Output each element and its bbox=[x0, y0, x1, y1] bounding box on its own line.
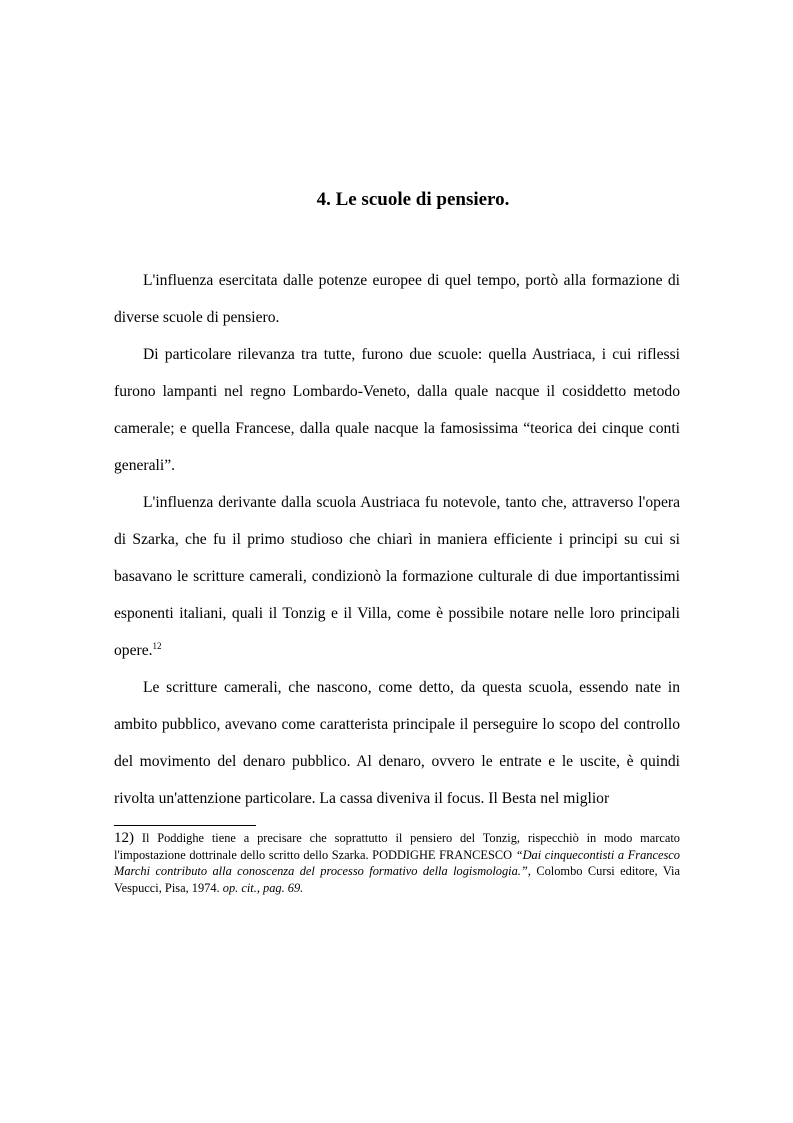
paragraph-1: L'influenza esercitata dalle potenze europee di quel tempo, portò alla formazione di diverse scuole di pensiero. bbox=[114, 272, 680, 326]
footnote-title: “Dai cinquecontisti a Francesco Marchi contributo alla conoscenza del processo formativo della logismologia.”, bbox=[114, 847, 680, 878]
footnote-reference[interactable]: 12 bbox=[152, 641, 162, 651]
paragraph-3 bbox=[114, 484, 680, 669]
section-title: 4. Le scuole di pensiero. bbox=[316, 189, 510, 210]
body-text bbox=[114, 262, 680, 817]
paragraph-3-text: L'influenza derivante dalla scuola Austriaca fu notevole, tanto che, attraverso l'opera di Szarka, che fu il primo studioso che chiarì in maniera efficiente i principi su cui si basavano le scritture camerali, condizionò la formazione culturale di due importantissimi esponenti italiani, quali il Tonzig e il Villa, come è possibile notare nelle loro principali opere. bbox=[114, 494, 680, 659]
footnote-text-2: Colombo Cursi editore, Via Vespucci, Pisa, 1974. bbox=[114, 864, 680, 895]
footnote bbox=[114, 830, 680, 896]
footnote-text-1: Il Poddighe tiene a precisare che soprattutto il pensiero del Tonzig, rispecchiò in modo marcato l'impostazione dottrinale dello scritto dello Szarka. PODDIGHE FRANCESCO bbox=[114, 831, 680, 862]
paragraph-2: Di particolare rilevanza tra tutte, furono due scuole: quella Austriaca, i cui riflessi furono lampanti nel regno Lombardo-Veneto, dalla quale nacque il cosiddetto metodo camerale; e quella Francese, dalla quale nacque la famosissima “teorica dei cinque conti generali”. bbox=[114, 346, 680, 474]
footnote-separator bbox=[114, 825, 256, 826]
paragraph-4: Le scritture camerali, che nascono, come detto, da questa scuola, essendo nate in ambito pubblico, avevano come caratterista principale il perseguire lo scopo del controllo del movimento del denaro pubblico. Al denaro, ovvero le entrate e le uscite, è quindi rivolta un'attenzione particolare. La cassa diveniva il focus. Il Besta nel miglior bbox=[114, 679, 680, 807]
footnote-citation: op. cit., pag. 69. bbox=[222, 880, 304, 895]
footnote-number: 12) bbox=[114, 830, 134, 846]
